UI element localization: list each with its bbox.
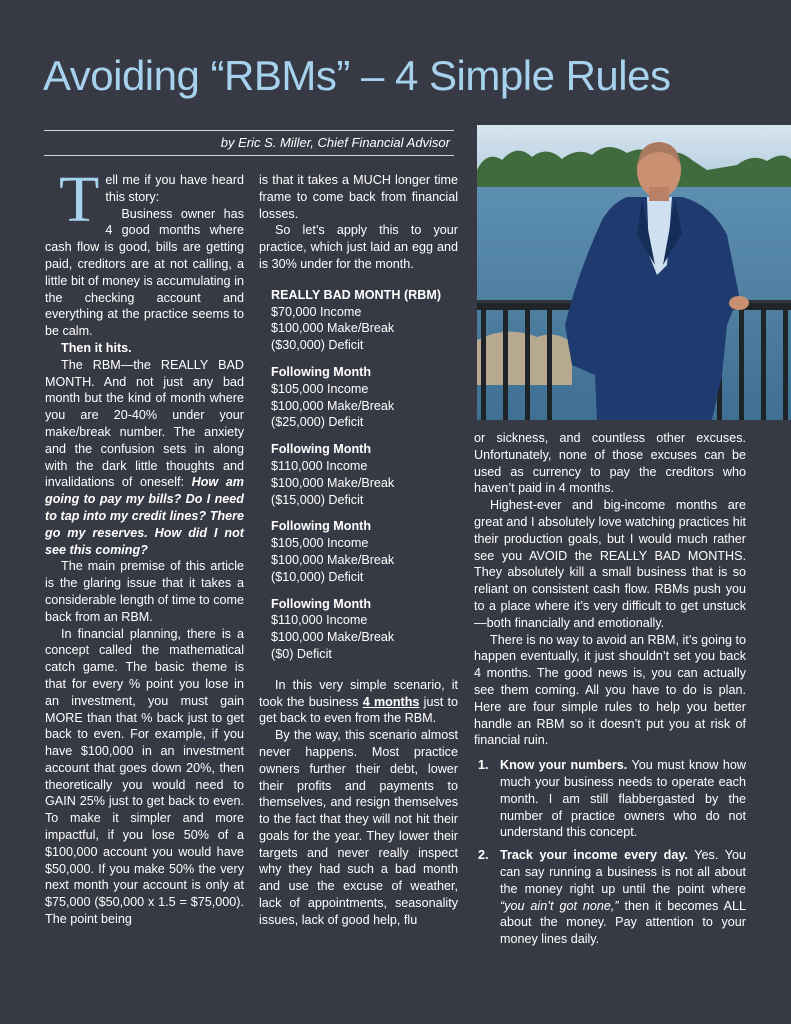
- month-result: ($25,000) Deficit: [271, 415, 364, 430]
- author-photo: [477, 125, 791, 420]
- rule-number: 2.: [478, 848, 489, 863]
- col1-para-3: Then it hits.: [61, 340, 132, 355]
- month-income: $70,000 Income: [271, 304, 362, 319]
- col2-para-2: So let’s apply this to your practice, which just laid an egg and is 30% under for the month.: [259, 223, 458, 271]
- month-income: $105,000 Income: [271, 381, 369, 396]
- col1-para-5: The main premise of this article is the glaring issue that it takes a considerable length of time to come back from an RBM.: [45, 559, 244, 624]
- photo-image: [477, 125, 791, 420]
- col2-para-1: is that it takes a MUCH longer time frame to come back from financial losses.: [259, 173, 458, 221]
- rule-heading: Know your numbers.: [500, 758, 628, 773]
- month-block: [271, 518, 458, 585]
- month-breakeven: $100,000 Make/Break: [271, 552, 395, 567]
- drop-cap: T: [59, 163, 100, 236]
- month-result: ($10,000) Deficit: [271, 569, 364, 584]
- month-breakeven: $100,000 Make/Break: [271, 321, 395, 336]
- column-1: [45, 163, 244, 928]
- article-title: Avoiding “RBMs” – 4 Simple Rules: [43, 52, 671, 99]
- col2-para-3: [259, 677, 458, 727]
- rule-number: 1.: [478, 758, 489, 773]
- month-heading: Following Month: [271, 364, 372, 379]
- month-heading: Following Month: [271, 519, 372, 534]
- month-heading: Following Month: [271, 596, 372, 611]
- month-breakeven: $100,000 Make/Break: [271, 398, 395, 413]
- col1-para-6: In financial planning, there is a concept called the mathematical catch game. The basic theme is that for every % point you lose in an investment, you must gain MORE than that % back just to get back to even. For example, if you have $100,000 in an investment account that goes down 20%, then theoretically you would need to GAIN 25% just to get back to even. To make it simpler and more impactful, if you lose 50% of a $100,000 account you would have $50,000. If you make 50% the very next month your account is only at $75,000 ($50,000 x 1.5 = $75,000). The point being: [45, 626, 244, 927]
- byline: by Eric S. Miller, Chief Financial Advisor: [44, 130, 454, 156]
- column-2: [259, 172, 458, 929]
- col2-para-3-underline: 4 months: [362, 694, 420, 709]
- list-item: [474, 847, 746, 948]
- month-income: $110,000 Income: [271, 613, 368, 628]
- rule-body: Yes. You can say running a business is not all about the money right up until the point where: [500, 848, 746, 896]
- rule-text: [500, 757, 746, 841]
- month-block: [271, 441, 458, 508]
- rule-quote: “you ain’t got none,”: [500, 898, 619, 913]
- month-result: ($0) Deficit: [271, 646, 332, 661]
- month-block: [271, 596, 458, 663]
- col3-para-1: or sickness, and countless other excuses. Unfortunately, none of those excuses can be used as currency to pay the creditors who haven’t paid in 4 months.: [474, 431, 746, 496]
- col2-para-3-end: just to get back to even from the RBM.: [259, 694, 458, 726]
- rule-text: [500, 847, 746, 948]
- month-income: $105,000 Income: [271, 536, 369, 551]
- month-result: ($15,000) Deficit: [271, 492, 364, 507]
- column-3: [474, 430, 746, 954]
- col3-para-2: Highest-ever and big-income months are great and I absolutely love watching practices hit their production goals, but I would much rather see you AVOID the REALLY BAD MONTHS. They absolutely kill a small business that is so reliant on consistent cash flow. RBMs push you to a place where it’s very difficult to get unstuck—both financially and emotionally.: [474, 498, 746, 630]
- list-item: [474, 757, 746, 841]
- col1-para-4-text: The RBM—the REALLY BAD MONTH. And not just any bad month but the kind of month where you are 20-40% under your make/break number. The anxiety and the confusion sets in along with the dark little thoughts and invalidations of oneself:: [45, 357, 244, 490]
- month-breakeven: $100,000 Make/Break: [271, 475, 395, 490]
- month-income: $110,000 Income: [271, 458, 368, 473]
- month-block: [271, 287, 458, 354]
- month-breakeven: $100,000 Make/Break: [271, 630, 395, 645]
- month-block: [271, 364, 458, 431]
- col1-intro: ell me if you have heard this story:: [105, 173, 244, 204]
- col3-para-3: There is no way to avoid an RBM, it’s going to happen eventually, it just shouldn’t set you back 4 months. The good news is, you can actually see them coming. All you have to do is plan. Here are four simple rules to help you better handle an RBM so it doesn’t put you at risk of financial ruin.: [474, 632, 746, 748]
- rules-list: [474, 757, 746, 948]
- col1-para-4-italic: How am going to pay my bills? Do I need to tap into my credit lines? There go my reserves. How did I not see this coming?: [45, 475, 244, 557]
- rule-heading: Track your income every day.: [500, 848, 688, 863]
- col1-para-2: Business owner has 4 good months where cash flow is good, bills are getting paid, creditors are at not calling, a little bit of money is accumulating in the checking account and everything at the practice seems to be calm.: [45, 206, 244, 339]
- month-heading: REALLY BAD MONTH (RBM): [271, 287, 442, 302]
- month-result: ($30,000) Deficit: [271, 338, 364, 353]
- rule-body-end: then it becomes ALL about the money. Pay attention to your money lines daily.: [500, 898, 746, 947]
- col2-para-4: By the way, this scenario almost never happens. Most practice owners further their debt, lower their profits and payments to themselves, and resign themselves to the fact that they will not hit their goals for the year. They lower their targets and never really inspect why they had such a bad month and use the excuse of weather, lack of appointments, seasonality issues, lack of good help, flu: [259, 728, 458, 927]
- col2-para-3-text: In this very simple scenario, it took the business: [259, 677, 458, 709]
- col1-para-4: [45, 357, 244, 559]
- month-heading: Following Month: [271, 442, 372, 457]
- rule-body: You must know how much your business needs to operate each month. I am still flabbergasted by the number of practice owners who do not understand this concept.: [500, 758, 746, 840]
